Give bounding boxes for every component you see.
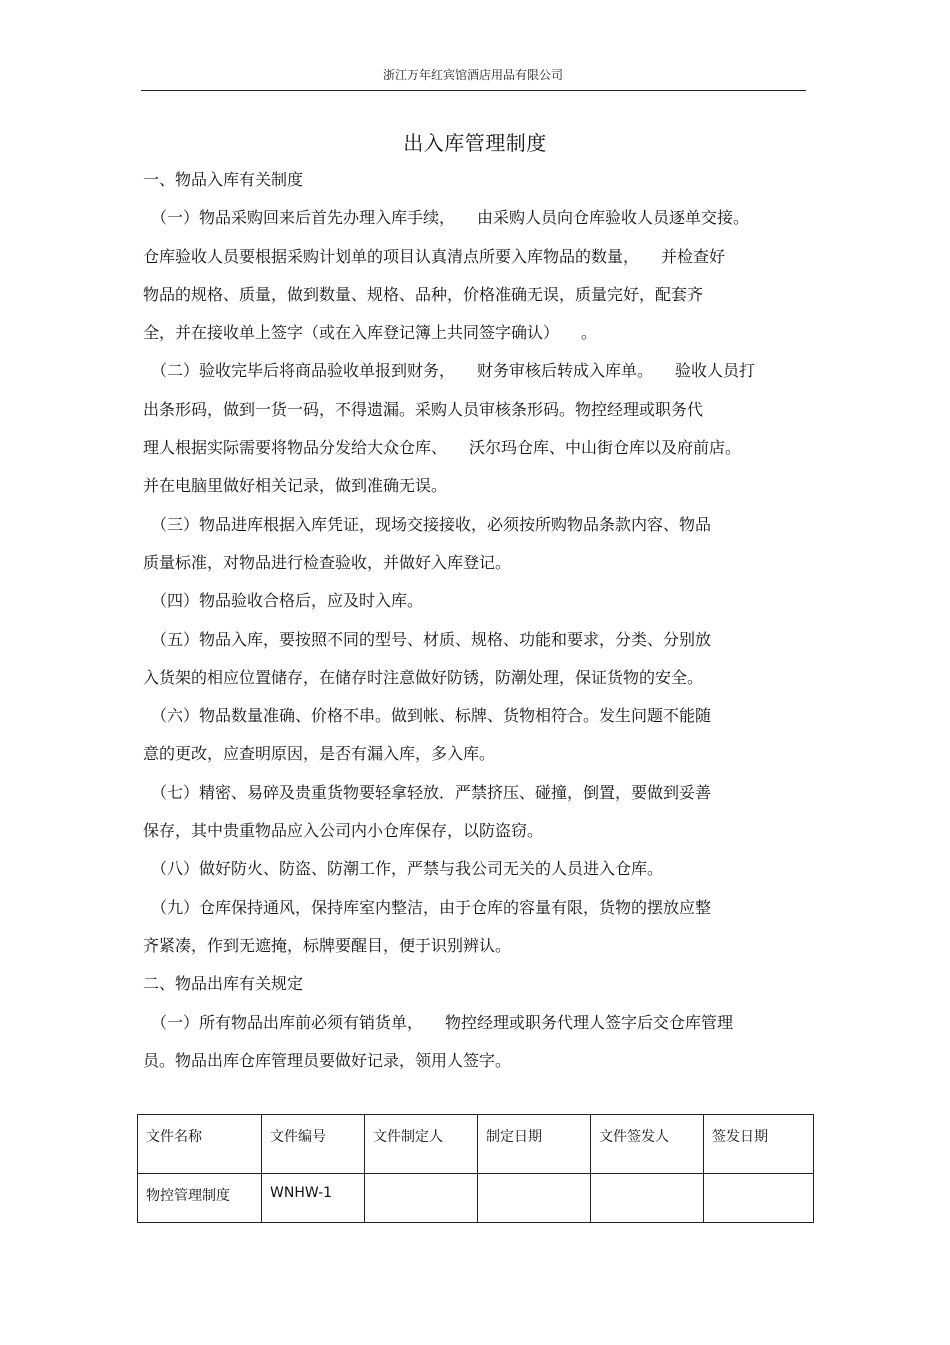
table-header-cell: 制定日期 — [478, 1115, 591, 1174]
table-header-row — [138, 1115, 814, 1174]
text-line — [151, 357, 821, 395]
table-cell: WNHW-1 — [262, 1174, 365, 1223]
text-line — [143, 396, 813, 434]
text-segment: 由采购人员向仓库验收人员逐单交接。 — [477, 208, 750, 228]
text-segment: 并检查好 — [661, 246, 726, 266]
text-segment: 齐紧凑，作到无遮掩，标牌要醒目，便于识别辨认。 — [143, 935, 512, 955]
text-segment: 。 — [581, 323, 598, 343]
text-line — [151, 894, 821, 932]
text-segment: 仓库验收人员要根据采购计划单的项目认真清点所要入库物品的数量， — [143, 246, 640, 266]
document-info-table — [137, 1114, 814, 1223]
table-cell — [591, 1174, 704, 1223]
text-line — [151, 702, 821, 740]
table-cell — [704, 1174, 814, 1223]
text-line — [151, 511, 821, 549]
text-line — [143, 243, 813, 281]
text-segment: 员。物品出库仓库管理员要做好记录，领用人签字。 — [143, 1050, 512, 1070]
text-segment: （五）物品入库，要按照不同的型号、材质、规格、功能和要求，分类、分别放 — [151, 629, 712, 649]
table-header-cell: 文件制定人 — [365, 1115, 478, 1174]
table-header-cell: 文件名称 — [138, 1115, 262, 1174]
text-segment: 并在电脑里做好相关记录，做到准确无误。 — [143, 476, 448, 496]
text-line — [151, 779, 821, 817]
text-segment: （三）物品进库根据入库凭证，现场交接接收，必须按所购物品条款内容、物品 — [151, 514, 712, 534]
text-line — [143, 166, 813, 204]
text-segment: （四）物品验收合格后，应及时入库。 — [151, 591, 424, 611]
text-line — [143, 319, 813, 357]
text-line — [143, 817, 813, 855]
text-line — [143, 472, 813, 510]
text-segment: 财务审核后转成入库单。 — [477, 361, 654, 381]
text-segment: 验收人员打 — [675, 361, 756, 381]
table-header-cell: 文件编号 — [262, 1115, 365, 1174]
text-line — [143, 970, 813, 1008]
text-segment: 出条形码，做到一货一码，不得遗漏。采购人员审核条形码。物控经理或职务代 — [143, 399, 704, 419]
text-segment: 物控经理或职务代理人签字后交仓库管理 — [445, 1012, 734, 1032]
text-segment: 意的更改，应查明原因，是否有漏入库，多入库。 — [143, 744, 496, 764]
company-header: 浙江万年红宾馆酒店用品有限公司 — [382, 68, 563, 82]
table-cell — [478, 1174, 591, 1223]
text-segment: （七）精密、易碎及贵重货物要轻拿轻放．严禁挤压、碰撞，倒置，要做到妥善 — [151, 782, 712, 802]
header-rule — [141, 90, 806, 91]
text-line — [151, 204, 821, 242]
text-segment: （八）做好防火、防盗、防潮工作，严禁与我公司无关的人员进入仓库。 — [151, 859, 664, 879]
page-title: 出入库管理制度 — [403, 131, 547, 155]
table-cell: 物控管理制度 — [138, 1174, 262, 1223]
text-segment: 一、物品入库有关制度 — [143, 170, 304, 189]
text-line — [143, 1047, 813, 1085]
text-line — [151, 587, 821, 625]
text-segment: 全，并在接收单上签字（或在入库登记簿上共同签字确认） — [143, 323, 560, 343]
document-body — [143, 166, 813, 1085]
text-line — [143, 932, 813, 970]
text-line — [143, 549, 813, 587]
text-segment: 物品的规格、质量，做到数量、规格、品种，价格准确无误，质量完好，配套齐 — [143, 284, 704, 304]
text-segment: （一）物品采购回来后首先办理入库手续， — [151, 208, 456, 228]
text-segment: （六）物品数量准确、价格不串。做到帐、标牌、货物相符合。发生问题不能随 — [151, 706, 712, 726]
text-segment: 质量标准，对物品进行检查验收，并做好入库登记。 — [143, 552, 512, 572]
text-segment: 理人根据实际需要将物品分发给大众仓库、 — [143, 438, 448, 458]
text-segment: 保存，其中贵重物品应入公司内小仓库保存，以防盗窃。 — [143, 821, 544, 841]
text-line — [151, 1009, 821, 1047]
table-cell — [365, 1174, 478, 1223]
text-line — [143, 281, 813, 319]
text-segment: 二、物品出库有关规定 — [143, 974, 304, 994]
table-header-cell: 签发日期 — [704, 1115, 814, 1174]
text-line — [151, 855, 821, 893]
text-segment: 沃尔玛仓库、中山街仓库以及府前店。 — [469, 438, 742, 458]
table-header-cell: 文件签发人 — [591, 1115, 704, 1174]
table-row — [138, 1174, 814, 1223]
text-segment: （一）所有物品出库前必须有销货单， — [151, 1012, 424, 1032]
text-line — [143, 664, 813, 702]
text-line — [151, 626, 821, 664]
text-line — [143, 434, 813, 472]
text-segment: （二）验收完毕后将商品验收单报到财务， — [151, 361, 456, 381]
text-line — [143, 740, 813, 778]
text-segment: 入货架的相应位置储存，在储存时注意做好防锈，防潮处理，保证货物的安全。 — [143, 667, 704, 687]
text-segment: （九）仓库保持通风，保持库室内整洁，由于仓库的容量有限，货物的摆放应整 — [151, 897, 712, 917]
